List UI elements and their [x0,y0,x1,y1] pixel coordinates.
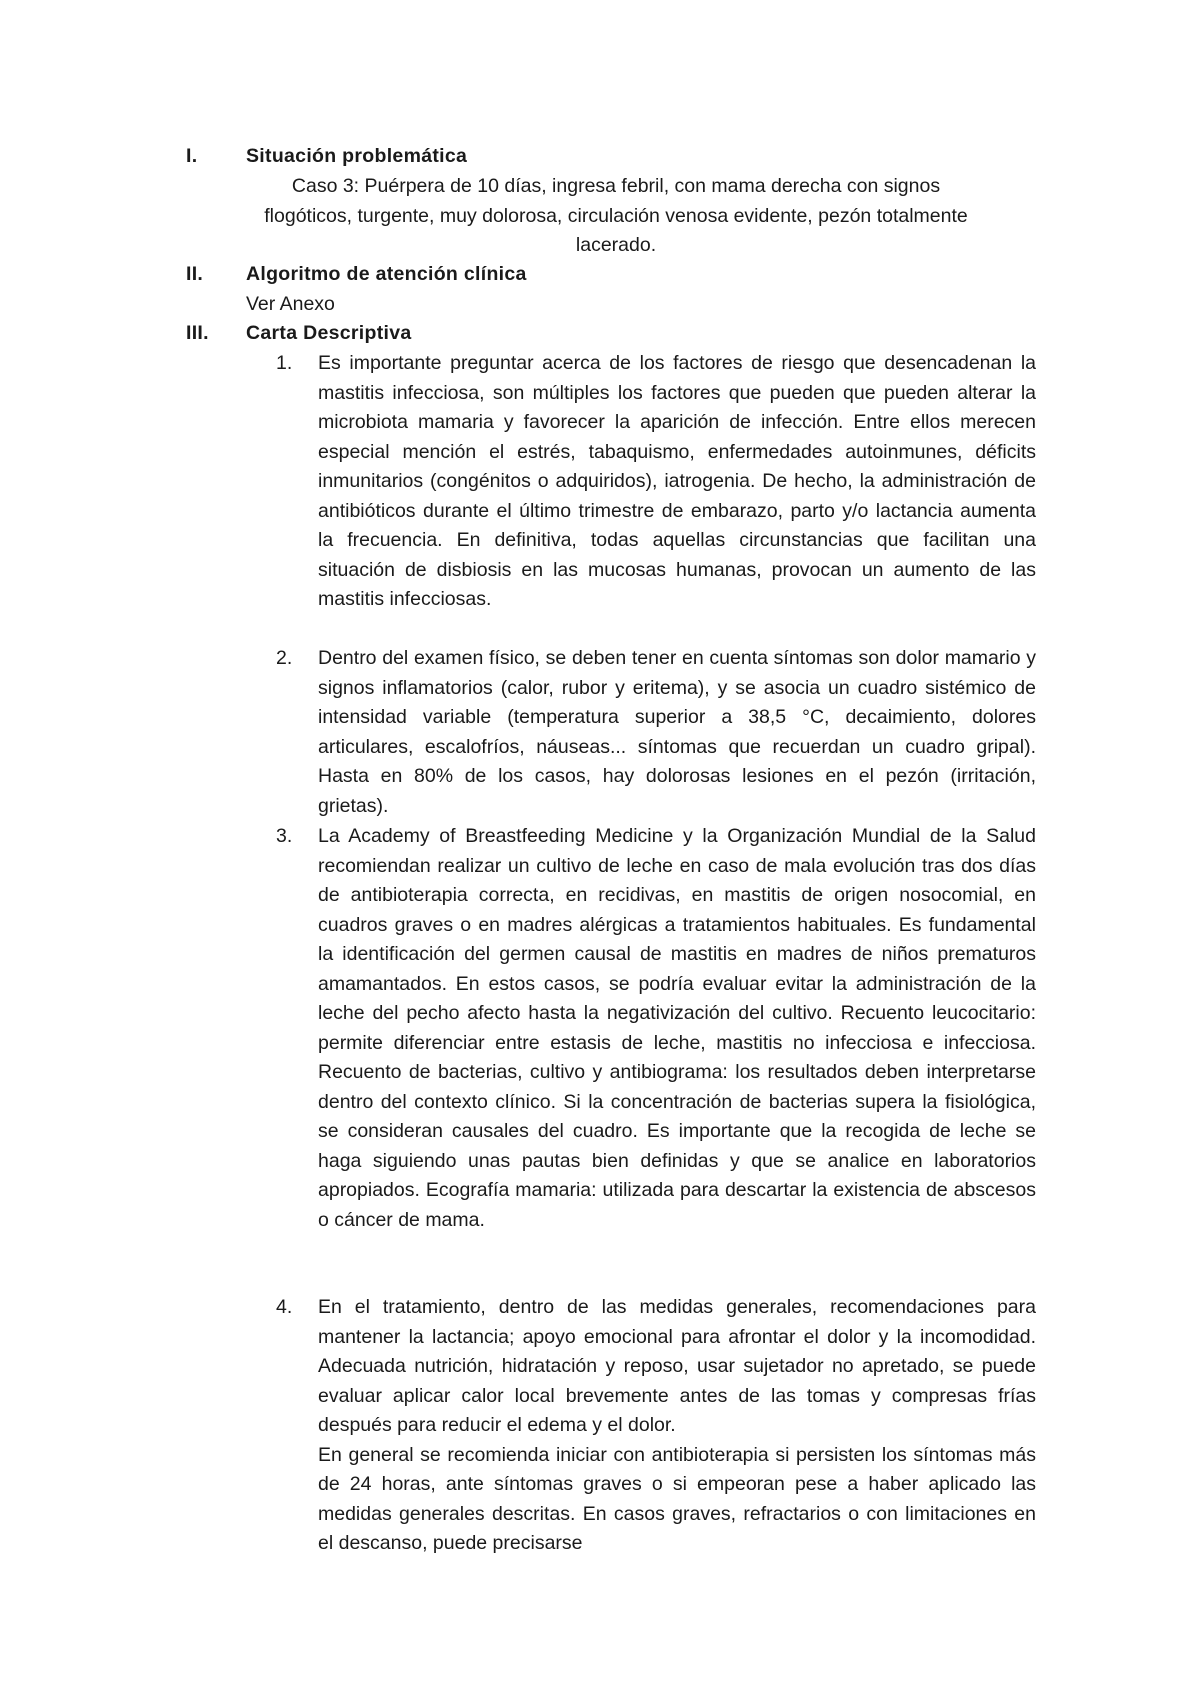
list-item-number: 1. [276,352,293,374]
section-number: II. [186,263,204,285]
list-item-text: En el tratamiento, dentro de las medidas generales, recomendaciones para mantener la lactancia; apoyo emocional para afrontar el dolor y la incomodidad. Adecuada nutrición, hidratación y reposo, usar sujetador no apretado, se puede evaluar aplicar calor local brevemente antes de las tomas y compresas frías después para reducir el edema y el dolor. [318,1296,1036,1436]
list-item-text: La Academy of Breastfeeding Medicine y la Organización Mundial de la Salud recomiendan realizar un cultivo de leche en caso de mala evolución tras dos días de antibioterapia correcta, en recidivas, en mastitis de origen nosocomial, en cuadros graves o en madres alérgicas a tratamientos habituales. Es fundamental la identificación del germen causal de mastitis en madres de niños prematuros amamantados. En estos casos, se podría evaluar evitar la administración de la leche del pecho afecto hasta la negativización del cultivo. Recuento leucocitario: permite diferenciar entre estasis de leche, mastitis no infecciosa e infecciosa. Recuento de bacterias, cultivo y antibiograma: los resultados deben interpretarse dentro del contexto clínico. Si la concentración de bacterias supera la fisiológica, se consideran causales del cuadro. Es importante que la recogida de leche se haga siguiendo unas pautas bien definidas y que se analice en laboratorios apropiados. Ecografía mamaria: utilizada para descartar la existencia de abscesos o cáncer de mama. [318,825,1036,1231]
section-title: Carta Descriptiva [246,322,412,344]
section-title: Algoritmo de atención clínica [246,263,527,285]
section-number: III. [186,322,209,344]
list-item-text: Dentro del examen físico, se deben tener en cuenta síntomas son dolor mamario y signos inflamatorios (calor, rubor y eritema), y se asocia un cuadro sistémico de intensidad variable (temperatura superior a 38,5 °C, decaimiento, dolores articulares, escalofríos, náuseas... síntomas que recuerdan un cuadro gripal). Hasta en 80% de los casos, hay dolorosas lesiones en el pezón (irritación, grietas). [318,647,1036,817]
list-item-body [318,1293,1036,1559]
case-description: Caso 3: Puérpera de 10 días, ingresa febril, con mama derecha con signos flogóticos, turgente, muy dolorosa, circulación venosa evidente, pezón totalmente lacerado. [264,175,968,256]
list-item-number: 2. [276,647,293,669]
section-title: Situación problemática [246,145,468,167]
list-item-number: 3. [276,825,293,847]
list-item-text-continued: En general se recomienda iniciar con antibioterapia si persisten los síntomas más de 24 horas, ante síntomas graves o si empeoran pese a haber aplicado las medidas generales descritas. En casos graves, refractarios o con limitaciones en el descanso, puede precisarse [318,1443,1036,1554]
list-item-text: Es importante preguntar acerca de los factores de riesgo que desencadenan la mastitis infecciosa, son múltiples los factores que pueden que pueden alterar la microbiota mamaria y favorecer la aparición de infección. Entre ellos merecen especial mención el estrés, tabaquismo, enfermedades autoinmunes, déficits inmunitarios (congénitos o adquiridos), iatrogenia. De hecho, la administración de antibióticos durante el último trimestre de embarazo, parto y/o lactancia aumenta la frecuencia. En definitiva, todas aquellas circunstancias que facilitan una situación de disbiosis en las mucosas humanas, provocan un aumento de las mastitis infecciosas. [318,352,1036,610]
annex-reference: Ver Anexo [246,293,335,315]
section-number: I. [186,145,198,167]
list-item-number: 4. [276,1296,293,1318]
